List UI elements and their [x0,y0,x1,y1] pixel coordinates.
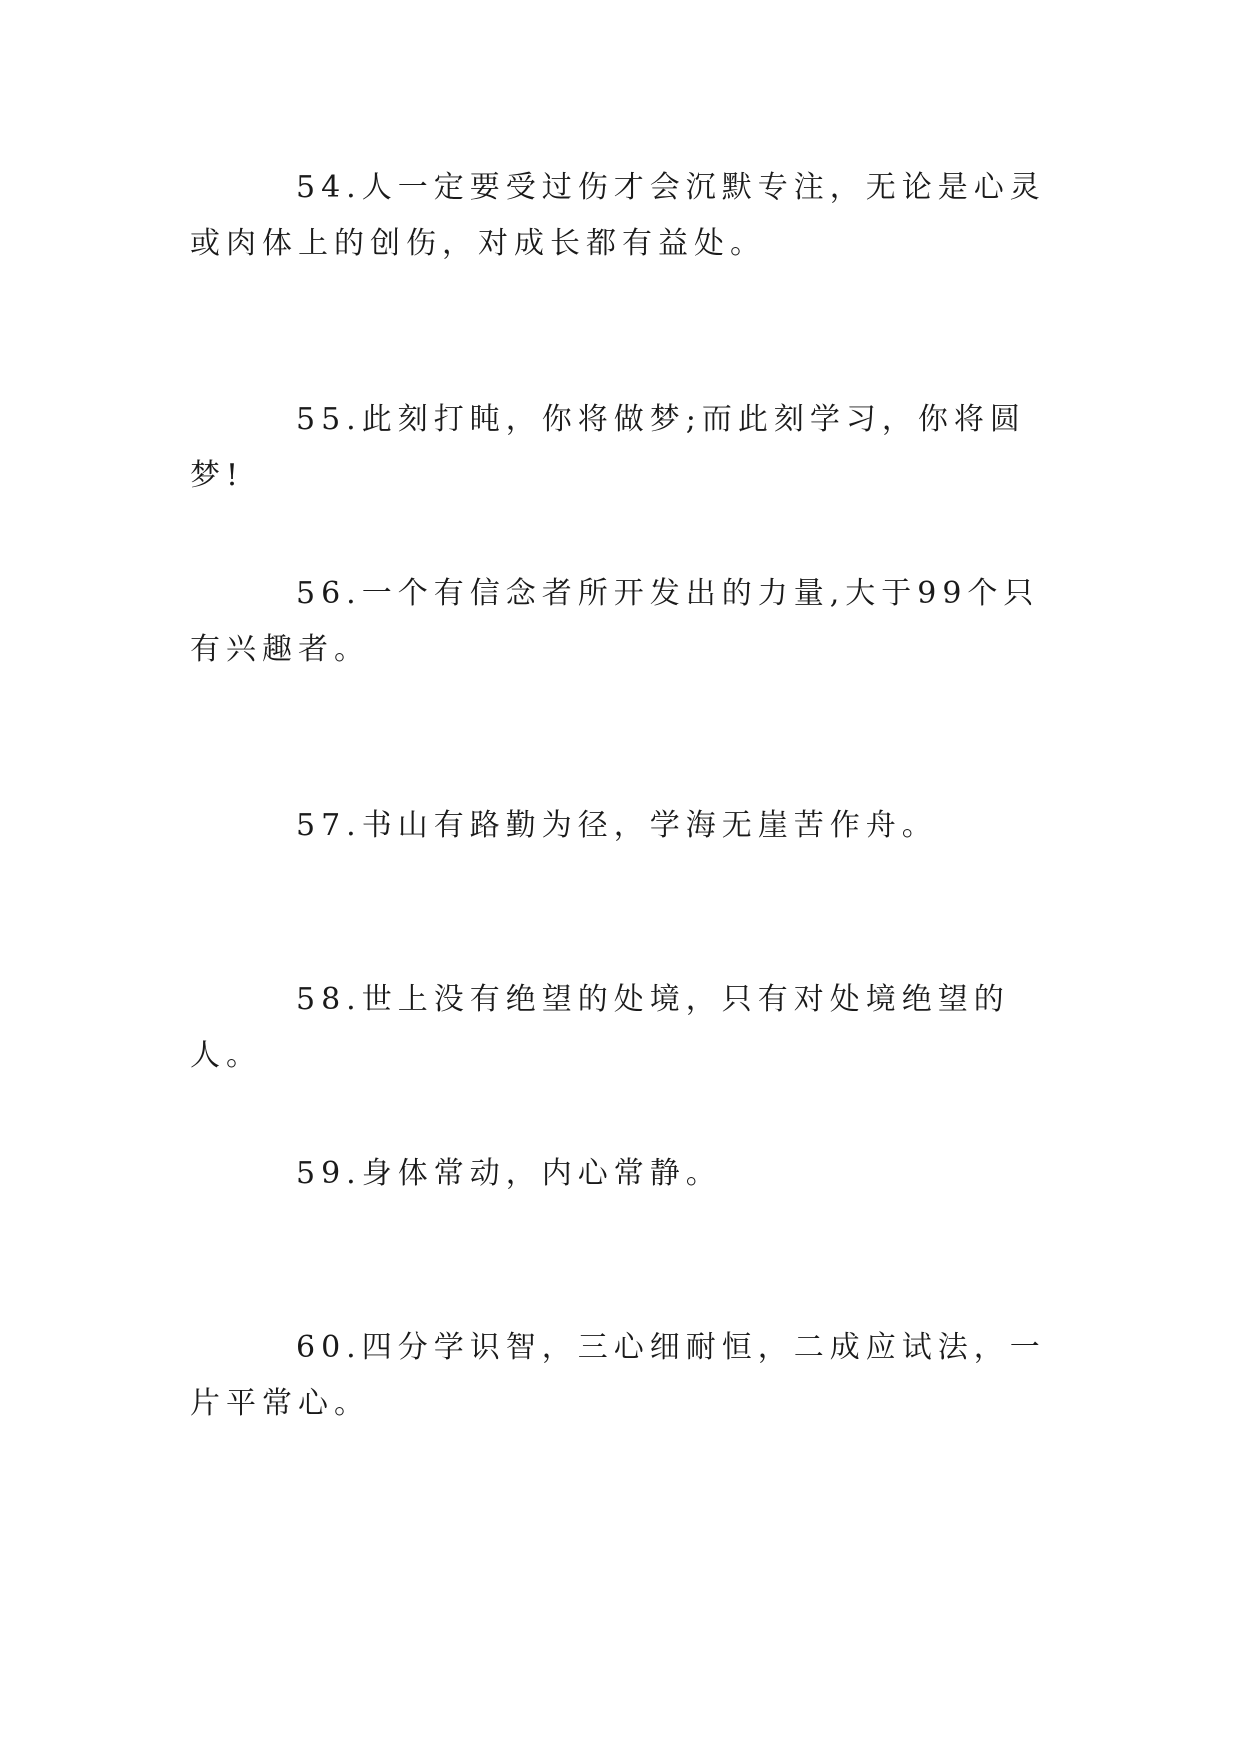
paragraph-59: 59.身体常动，内心常静。 [296,1156,722,1191]
paragraph-60: 60.四分学识智，三心细耐恒，二成应试法，一片平常心。 [190,1330,1046,1421]
paragraph-58: 58.世上没有绝望的处境，只有对处境绝望的人。 [190,982,1010,1073]
paragraph-56: 56.一个有信念者所开发出的力量,大于99个只有兴趣者。 [190,576,1040,667]
paragraph-57: 57.书山有路勤为径，学海无崖苦作舟。 [296,808,938,843]
paragraph-54: 54.人一定要受过伤才会沉默专注，无论是心灵或肉体上的创伤，对成长都有益处。 [190,170,1046,261]
paragraph-55: 55.此刻打盹，你将做梦;而此刻学习，你将圆梦! [190,402,1026,493]
